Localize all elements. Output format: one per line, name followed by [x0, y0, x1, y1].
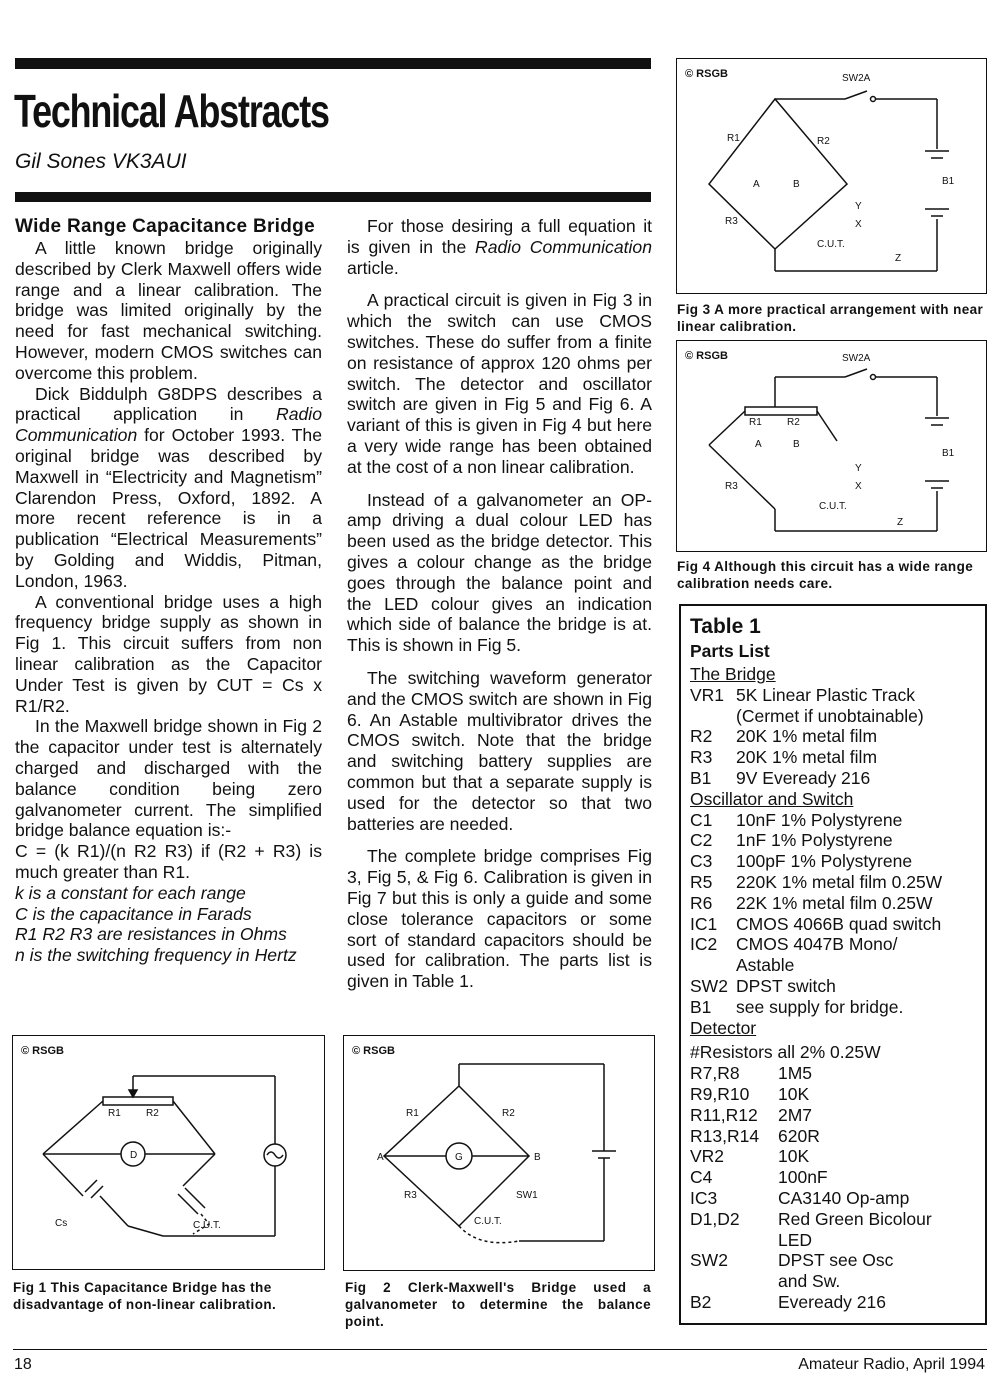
parts-row: R7,R8 1M5	[690, 1063, 813, 1084]
fig2-circuit	[344, 1036, 653, 1269]
parts-row: SW2 DPST switch	[690, 975, 836, 996]
svg-text:R2: R2	[502, 1108, 515, 1119]
fig4-circuit	[677, 341, 985, 550]
parts-row: VR2 10K	[690, 1146, 810, 1167]
parts-row: R9,R10 10K	[690, 1083, 810, 1104]
svg-text:G: G	[455, 1152, 463, 1163]
definition: k is a constant for each range	[15, 882, 246, 903]
svg-text:B1: B1	[942, 448, 955, 459]
publication-name: Amateur Radio, April 1994	[798, 1356, 985, 1373]
section-note: #Resistors all 2% 0.25W	[690, 1042, 881, 1063]
parts-row: Astable	[736, 955, 795, 976]
parts-row: B1 see supply for bridge.	[690, 996, 904, 1017]
page-number: 18	[14, 1356, 32, 1373]
parts-row: R5 220K 1% metal film 0.25W	[690, 871, 943, 892]
fig1-circuit	[13, 1036, 323, 1268]
definition: n is the switching frequency in Hertz	[15, 945, 297, 966]
svg-text:R1: R1	[727, 133, 740, 144]
svg-text:B: B	[793, 439, 800, 450]
svg-text:R1: R1	[749, 417, 762, 428]
fig1-box	[12, 1035, 325, 1270]
svg-text:A: A	[755, 439, 762, 450]
header-rule	[15, 192, 651, 202]
svg-text:C.U.T.: C.U.T.	[817, 239, 845, 250]
definition: R1 R2 R3 are resistances in Ohms	[15, 924, 287, 945]
parts-row: B2 Eveready 216	[690, 1291, 886, 1312]
svg-text:R1: R1	[406, 1108, 419, 1119]
parts-row: IC2 CMOS 4047B Mono/	[690, 934, 898, 955]
svg-text:SW1: SW1	[516, 1190, 538, 1201]
svg-text:R2: R2	[146, 1108, 159, 1119]
fig3-caption: Fig 3 A more practical arrangement with near linear calibration.	[677, 302, 984, 334]
parts-row: R3 20K 1% metal film	[690, 747, 878, 768]
svg-text:C.U.T.: C.U.T.	[193, 1220, 221, 1231]
parts-row: LED	[778, 1229, 813, 1250]
parts-row: C1 10nF 1% Polystyrene	[690, 809, 903, 830]
fig1-caption: Fig 1 This Capacitance Bridge has the disadvantage of non-linear calibration.	[13, 1280, 277, 1312]
page-title: Technical Abstracts	[14, 85, 329, 137]
parts-row: C2 1nF 1% Polystyrene	[690, 830, 893, 851]
svg-text:R1: R1	[108, 1108, 121, 1119]
svg-text:Y: Y	[855, 463, 862, 474]
parts-row: B1 9V Eveready 216	[690, 767, 871, 788]
fig3-box	[676, 58, 987, 294]
parts-row: VR1 5K Linear Plastic Track	[690, 684, 915, 705]
svg-text:B: B	[793, 179, 800, 190]
parts-row: R13,R14 620R	[690, 1125, 820, 1146]
svg-text:X: X	[855, 481, 862, 492]
article-column-2	[347, 216, 652, 992]
fig4-caption: Fig 4 Although this circuit has a wide range calibration needs care.	[677, 559, 974, 591]
article-column-1	[15, 216, 322, 966]
svg-text:D: D	[130, 1150, 138, 1161]
fig2-caption: Fig 2 Clerk-Maxwell's Bridge used a galvanometer to determine the balance point.	[345, 1280, 651, 1329]
parts-row: C4 100nF	[690, 1167, 828, 1188]
svg-text:Cs: Cs	[55, 1218, 68, 1229]
paragraph: In the Maxwell bridge shown in Fig 2 the capacitor under test is alternately charged and discharged with the balance condition being zero galvanometer current. The simplified bridge balance equation is:-	[15, 716, 322, 841]
parts-row: R2 20K 1% metal film	[690, 726, 878, 747]
paragraph: Dick Biddulph G8DPS describes a practical application in Radio Communication for October 1993. The original bridge was described by Maxwell in “Electricity and Magnetism” Clarendon Press, Oxford, 1892. A more recent reference is in a publication “Electrical Measurements” by Golding and Widdis, Pitman, London, 1963.	[15, 383, 322, 591]
svg-text:A: A	[377, 1152, 384, 1163]
article-heading: Wide Range Capacitance Bridge	[15, 216, 315, 237]
section-heading: Detector	[690, 1017, 757, 1038]
fig4-box	[676, 340, 987, 552]
parts-list	[690, 664, 985, 1313]
author-byline: Gil Sones VK3AUI	[15, 150, 187, 173]
section-heading: Oscillator and Switch	[690, 788, 854, 809]
parts-row: (Cermet if unobtainable)	[736, 705, 924, 726]
paragraph: A practical circuit is given in Fig 3 in which the switch can use CMOS switches. These do suffer from a finite on resistance of approx 120 ohms per switch. The detector and oscillator switch are given in Fig 5 and Fig 6. A variant of this is given in Fig 4 but here a very wide range has been obtained at the cost of a non linear calibration.	[347, 290, 652, 477]
table1-subtitle: Parts List	[690, 641, 770, 661]
svg-text:R2: R2	[787, 417, 800, 428]
svg-text:© RSGB: © RSGB	[352, 1045, 395, 1057]
parts-row: and Sw.	[778, 1271, 841, 1292]
section-heading: The Bridge	[690, 664, 776, 684]
svg-text:Z: Z	[895, 253, 902, 264]
svg-text:© RSGB: © RSGB	[21, 1045, 64, 1057]
paragraph: Instead of a galvanometer an OP-amp driving a dual colour LED has been used as the bridge detector. This gives a colour change as the bridge goes through the balance point and the LED colour gives an indication which side of balance the bridge is at. This is shown in Fig 5.	[347, 489, 652, 656]
svg-text:Z: Z	[897, 517, 904, 528]
svg-text:R3: R3	[725, 216, 738, 227]
parts-row: R11,R12 2M7	[690, 1104, 813, 1125]
svg-text:© RSGB: © RSGB	[685, 68, 728, 80]
svg-text:C.U.T.: C.U.T.	[474, 1216, 502, 1227]
svg-text:B: B	[534, 1152, 541, 1163]
svg-text:B1: B1	[942, 176, 955, 187]
svg-text:Y: Y	[855, 201, 862, 212]
parts-row: R6 22K 1% metal film 0.25W	[690, 892, 933, 913]
definition: C is the capacitance in Farads	[15, 903, 252, 924]
svg-text:R2: R2	[817, 136, 830, 147]
parts-row: D1,D2 Red Green Bicolour	[690, 1208, 932, 1229]
paragraph: For those desiring a full equation it is given in the Radio Communication article.	[347, 216, 652, 278]
svg-text:© RSGB: © RSGB	[685, 350, 728, 362]
fig3-circuit	[677, 59, 985, 292]
paragraph: A conventional bridge uses a high frequency bridge supply as shown in Fig 1. This circuit suffers from non linear calibration as the Capacitor Under Test is given by CUT = Cs x R1/R2.	[15, 591, 322, 716]
parts-row: SW2 DPST see Osc	[690, 1250, 894, 1271]
table1-title: Table 1	[690, 615, 761, 638]
footer-rule	[13, 1349, 987, 1350]
svg-text:X: X	[855, 219, 862, 230]
svg-text:R3: R3	[404, 1190, 417, 1201]
svg-text:A: A	[753, 179, 760, 190]
paragraph: A little known bridge originally described by Clerk Maxwell offers wide range and a linear calibration. The bridge was limited originally by the need for fast mechanical switching. However, modern CMOS switches can overcome this problem.	[15, 238, 322, 383]
svg-text:SW2A: SW2A	[842, 353, 871, 364]
paragraph: The complete bridge comprises Fig 3, Fig 5, & Fig 6. Calibration is given in Fig 7 but this is only a guide and some close tolerance capacitors or some sort of standard capacitors should be used for calibration. The parts list is given in Table 1.	[347, 846, 652, 992]
equation: C = (k R1)/(n R2 R3) if (R2 + R3) is much greater than R1.	[15, 841, 322, 882]
svg-text:SW2A: SW2A	[842, 73, 871, 84]
table1-box	[679, 604, 987, 1325]
parts-row: IC3 CA3140 Op-amp	[690, 1187, 910, 1208]
parts-row: C3 100pF 1% Polystyrene	[690, 851, 913, 872]
svg-text:R3: R3	[725, 481, 738, 492]
parts-row: IC1 CMOS 4066B quad switch	[690, 913, 942, 934]
fig2-box	[343, 1035, 655, 1271]
svg-text:C.U.T.: C.U.T.	[819, 501, 847, 512]
top-rule	[15, 58, 651, 69]
paragraph: The switching waveform generator and the CMOS switch are shown in Fig 6. An Astable multivibrator drives the CMOS switch. Note that the bridge and switching battery supplies are common but that a separate supply is used for the detector so that two batteries are needed.	[347, 667, 652, 834]
